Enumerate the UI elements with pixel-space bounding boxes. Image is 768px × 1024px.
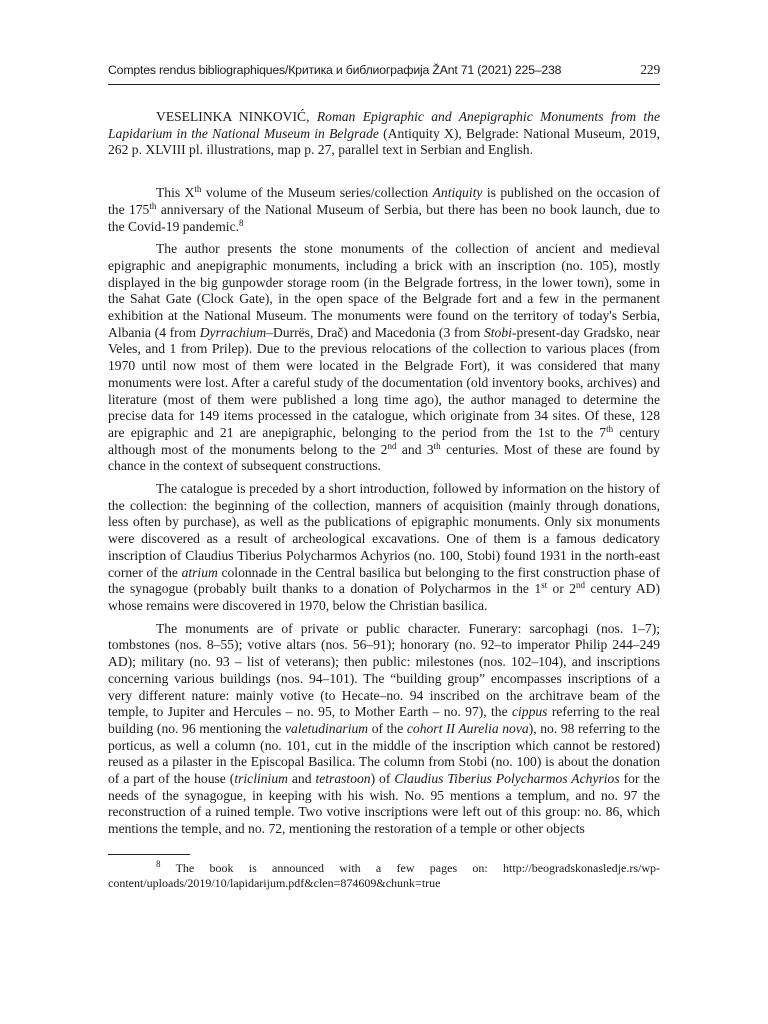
text-run: ), no. 98 referring to the porticus, as well a column (no. 101, cut in the middle of the inscription which cannot be restored) reused as a pilaster in the Episcopal Basilica. The column from Stobi (no. 100) is about the donation of a part of the house ( xyxy=(108,720,660,787)
italic-run: tetrastoon xyxy=(315,771,371,787)
text-run: is published on the occasion of the 175 xyxy=(108,185,660,217)
text-run: century although most of the monuments belong to the 2 xyxy=(108,424,660,457)
book-details: (Antiquity X), Belgrade: National Museum, 2019, 262 p. XLVIII pl. illustrations, map p. 27, parallel text in Serbian and English. xyxy=(108,125,660,158)
text-run: or 2 xyxy=(547,581,577,597)
footnote-text: The book is announced with a few pages on: http://beogradskonasledje.rs/wp-content/uploads/2019/10/lapidarijum.pdf&clen=874609&chunk=true xyxy=(108,860,660,890)
text-run: ) of xyxy=(370,771,395,787)
text-run: The catalogue is preceded by a short introduction, followed by information on the history of the collection: the beginning of the collection, manners of acquisition (mainly through donations, less often by purchase), as well as the publications of epigraphic monuments. Only six monuments were discovered as a result of archeological excavations. One of them is a famous dedicatory inscription of Claudius Tiberius Polycharmos Achyrios (no. 100, Stobi) found 1931 in the north-east corner of the xyxy=(108,481,660,580)
italic-run: cippus xyxy=(511,704,548,720)
italic-run: Antiquity xyxy=(432,185,483,201)
text-run: colonnade in the Central basilica but belonging to the first construction phase of the synagogue (probably built thanks to a donation of Polycharmos in the 1 xyxy=(108,564,660,597)
footnote-divider xyxy=(108,854,190,855)
superscript: th xyxy=(606,423,614,434)
italic-run: atrium xyxy=(181,564,218,580)
text-run: of the xyxy=(368,720,407,736)
italic-run: triclinium xyxy=(234,771,288,787)
book-title: Roman Epigraphic and Anepigraphic Monuments from the Lapidarium in the National Museum in Belgrade xyxy=(108,109,660,141)
text-run: anniversary of the National Museum of Serbia, but there has been no book launch, due to the Covid-19 pandemic. xyxy=(108,201,660,234)
footnote-number: 8 xyxy=(156,858,161,869)
text-run: The monuments are of private or public character. Funerary: sarcophagi (nos. 1–7); tombstones (nos. 8–55); votive altars (nos. 56–91); honorary (no. 92–to imperator Philip 244–249 AD); military (no. 93 – list of veterans); then public: milestones (nos. 102–104), and inscriptions concerning various buildings (nos. 94–101). The “building group” encompasses inscriptions of a very different nature: mainly votive (to Hecate–no. 94 inscribed on the architrave beam of the temple, to Jupiter and Hercules – no. 95, to Mother Earth – no. 97), the xyxy=(108,620,660,720)
superscript: nd xyxy=(576,580,586,591)
paragraph-3 xyxy=(108,481,660,615)
running-header xyxy=(108,62,660,85)
text-run: referring to the real building (no. 96 mentioning the xyxy=(108,704,660,736)
superscript: nd xyxy=(387,440,397,451)
text-run: volume of the Museum series/collection xyxy=(201,185,433,201)
text-run: for the needs of the synagogue, in keeping with his wish. No. 95 mentions a templum, and no. 97 the reconstruction of a ruined temple. Two votive inscriptions were left out of this group: no. 86, which mentions the temple, and no. 72, mentioning the restoration of a temple or other objects xyxy=(108,771,660,837)
italic-run: Stobi xyxy=(483,324,512,340)
running-title: Comptes rendus bibliographiques/Критика и библиографија ŽAnt 71 (2021) 225–238 xyxy=(108,63,562,77)
paragraph-1 xyxy=(108,185,660,235)
text-run: This X xyxy=(156,185,195,201)
italic-run: cohort II Aurelia nova xyxy=(406,720,529,736)
page xyxy=(108,62,660,891)
italic-run: valetudinarium xyxy=(285,720,369,736)
italic-run: Dyrrachium xyxy=(199,324,267,340)
book-author: VESELINKA NINKOVIĆ, xyxy=(156,109,310,124)
superscript: th xyxy=(194,184,202,195)
bibliographic-entry xyxy=(108,109,660,159)
text-run: century AD) whose remains were discovered in 1970, below the Christian basilica. xyxy=(108,581,660,613)
page-number: 229 xyxy=(640,62,660,77)
text-run: The author presents the stone monuments of the collection of ancient and medieval epigraphic and anepigraphic monuments, including a brick with an inscription (no. 105), mostly displayed in the big gunpowder storage room (in the Belgrade fortress, in the lower town), some in the Sahat Gate (Clock Gate), in the open space of the Belgrade fort and a few in the permanent exhibition at the National Museum. The monuments were found on the territory of today's Serbia, Albania (4 from xyxy=(108,241,660,340)
italic-run: Claudius Tiberius Polycharmos Achyrios xyxy=(394,771,620,787)
paragraph-2 xyxy=(108,241,660,475)
text-run: centuries. Most of these are found by chance in the context of subsequent constructions. xyxy=(108,441,660,474)
text-run: -present-day Gradsko, near Veles, and 1 from Prilep). Due to the previous relocations of the collection to various places (from 1970 until now most of them were located in the Belgrade Fort), it was considered that many monuments were lost. After a careful study of the documentation (old inventory books, archives) and literature (most of them were published a long time ago), the author managed to determine the precise data for 149 items processed in the catalogue, which originate from 34 sites. Of these, 128 are epigraphic and 21 are anepigraphic, belonging to the period from the 1st to the 7 xyxy=(108,324,660,440)
superscript: th xyxy=(433,440,441,451)
paragraph-4 xyxy=(108,621,660,838)
text-run: –Durrës, Drač) and Macedonia (3 from xyxy=(266,324,484,340)
footnote-reference[interactable]: 8 xyxy=(239,217,244,228)
footnote-8 xyxy=(108,858,660,891)
text-run: and xyxy=(287,771,316,787)
text-run: and 3 xyxy=(396,441,434,457)
superscript: th xyxy=(149,200,157,211)
superscript: st xyxy=(541,580,548,591)
